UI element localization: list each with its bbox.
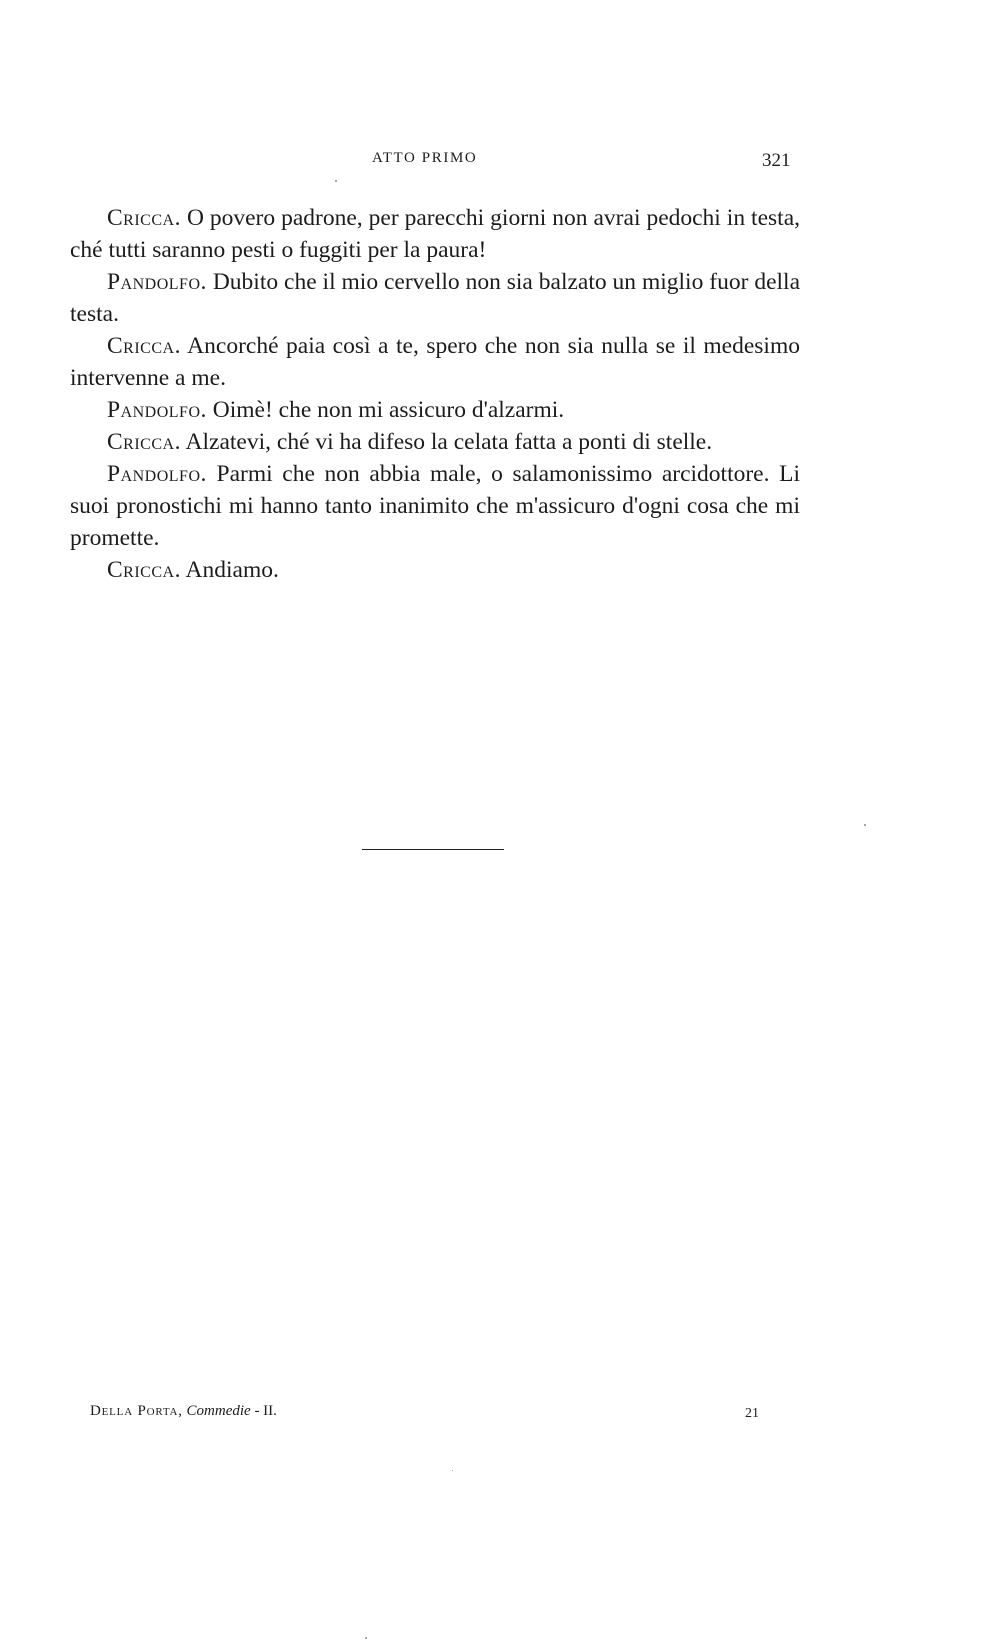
footer-author: Della Porta, — [90, 1403, 183, 1419]
speech-paragraph — [70, 554, 800, 586]
speech-text: Dubito che il mio cervello non sia balzato un miglio fuor della testa. — [70, 269, 800, 327]
dialogue-text — [70, 202, 800, 586]
speech-text: O povero padrone, per parecchi giorni non avrai pedochi in testa, ché tutti saranno pesti o fuggiti per la paura! — [70, 205, 800, 263]
speech-paragraph — [70, 458, 800, 554]
page-number: 321 — [762, 150, 791, 171]
print-speck — [335, 180, 337, 182]
speech-text: Andiamo. — [185, 557, 279, 583]
speech-text: Oimè! che non mi assicuro d'alzarmi. — [212, 397, 565, 423]
running-title: ATTO PRIMO — [372, 150, 478, 166]
speaker-name: Pandolfo. — [107, 269, 207, 295]
signature-line — [90, 1403, 277, 1420]
speech-paragraph — [70, 330, 800, 394]
act-end-rule — [362, 849, 504, 850]
speech-text: Alzatevi, ché vi ha difeso la celata fatta a ponti di stelle. — [185, 429, 713, 455]
speech-text: Ancorché paia così a te, spero che non sia nulla se il medesimo intervenne a me. — [70, 333, 800, 391]
speaker-name: Pandolfo. — [107, 397, 207, 423]
speech-paragraph — [70, 426, 800, 458]
footer-work: Commedie — [186, 1403, 251, 1419]
speaker-name: Cricca. — [107, 557, 181, 583]
speaker-name: Cricca. — [107, 429, 181, 455]
speaker-name: Cricca. — [107, 333, 181, 359]
print-speck — [864, 824, 866, 826]
speaker-name: Cricca. — [107, 205, 181, 231]
speech-paragraph — [70, 394, 800, 426]
signature-number: 21 — [745, 1406, 759, 1421]
speaker-name: Pandolfo. — [107, 461, 207, 487]
speech-text: Parmi che non abbia male, o salamonissimo arcidottore. Li suoi pronostichi mi hanno tanto inanimito che m'assicuro d'ogni cosa che mi promette. — [70, 461, 800, 551]
print-speck — [452, 1470, 453, 1471]
speech-paragraph — [70, 202, 800, 266]
footer-volume: - II. — [254, 1403, 277, 1419]
print-speck — [365, 1637, 367, 1639]
speech-paragraph — [70, 266, 800, 330]
